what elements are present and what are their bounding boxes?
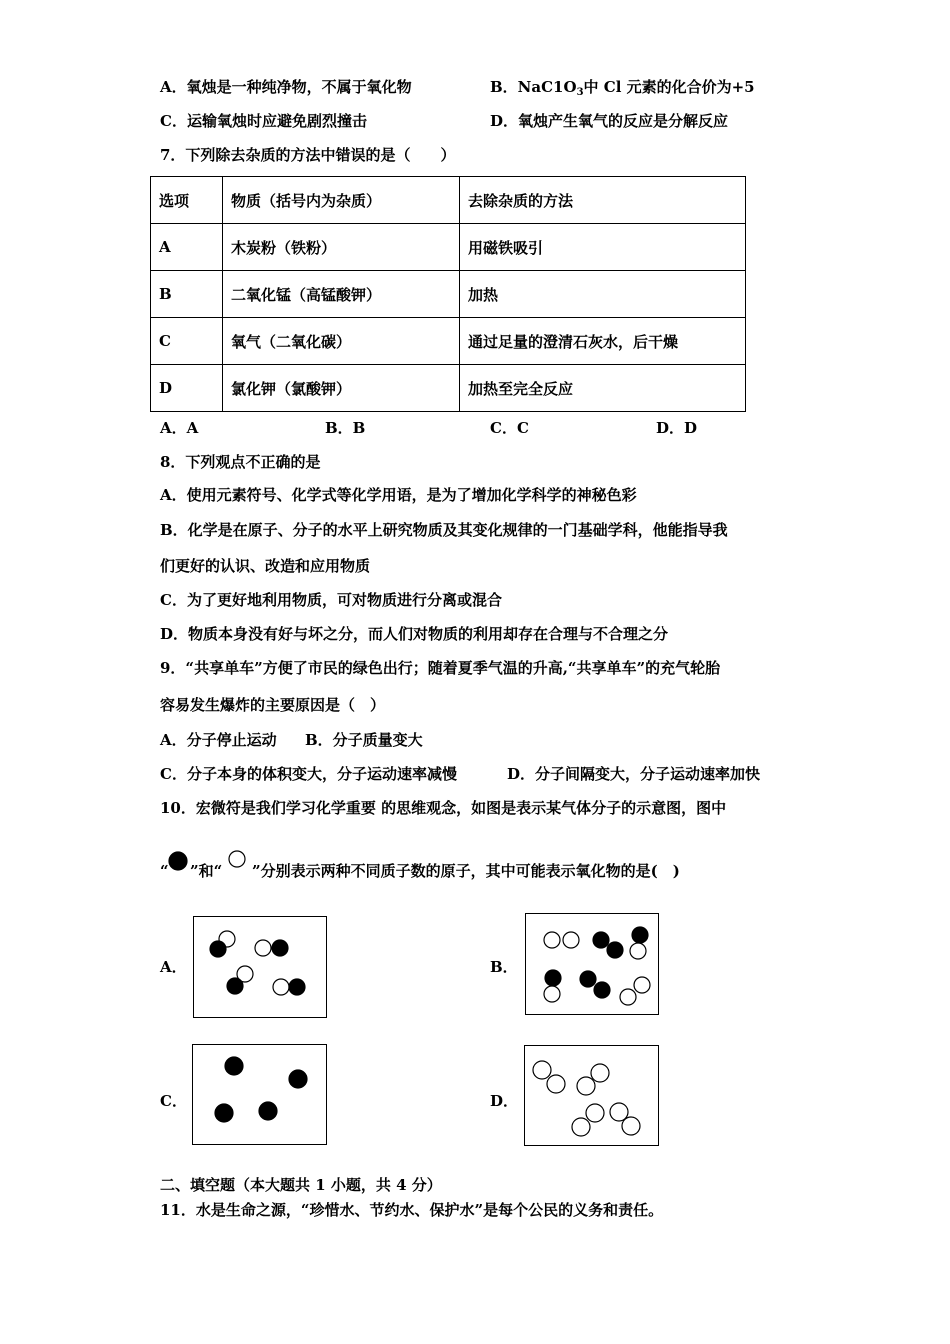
atom-dark (593, 932, 609, 948)
q10-open-quote: “ (160, 862, 169, 880)
molecule-diagram-b (526, 914, 660, 1016)
diagram-option-b (525, 913, 659, 1015)
q7-answer-c: C．C (490, 419, 529, 437)
q9-option-d: D．分子间隔变大，分子运动速率加快 (507, 765, 761, 783)
q6-option-a: A．氧烛是一种纯净物，不属于氧化物 (160, 78, 412, 96)
q7-stem: 7．下列除去杂质的方法中错误的是（ ） (160, 146, 456, 164)
diagram-option-c (192, 1044, 327, 1145)
atom-dark (607, 942, 623, 958)
atom-light (533, 1061, 551, 1079)
table-cell: 氯化钾（氯酸钾） (223, 365, 460, 412)
atom-dark (289, 1070, 307, 1088)
q7-answer-d: D．D (656, 419, 698, 437)
q10-tail-text: ”分别表示两种不同质子数的原子，其中可能表示氧化物的是( ) (252, 862, 680, 880)
atom-dark (227, 978, 243, 994)
atom-light (586, 1104, 604, 1122)
atom-dark (632, 927, 648, 943)
atom-dark (210, 941, 226, 957)
atom-dark (289, 979, 305, 995)
section-2-heading: 二、填空题（本大题共 1 小题，共 4 分） (160, 1176, 442, 1194)
q9-option-c: C．分子本身的体积变大，分子运动速率减慢 (160, 765, 457, 783)
atom-dark (215, 1104, 233, 1122)
atom-dark (580, 971, 596, 987)
atom-dark (259, 1102, 277, 1120)
q6-option-d: D．氧烛产生氧气的反应是分解反应 (490, 112, 729, 130)
atom-light (547, 1075, 565, 1093)
diagram-option-d (524, 1045, 659, 1146)
table-cell: 用磁铁吸引 (460, 224, 746, 271)
q6-option-b-subscript: 3 (576, 87, 584, 98)
q6-option-b (490, 77, 755, 97)
q8-stem: 8．下列观点不正确的是 (160, 453, 321, 471)
table-cell: 木炭粉（铁粉） (223, 224, 460, 271)
atom-light (563, 932, 579, 948)
atom-dark (594, 982, 610, 998)
q8-option-c: C．为了更好地利用物质，可对物质进行分离或混合 (160, 591, 502, 609)
table-cell: 加热 (460, 271, 746, 318)
table-row (151, 271, 746, 318)
q10-mid-text: ”和“ (190, 862, 223, 880)
q8-option-b-line2: 们更好的认识、改造和应用物质 (160, 557, 371, 575)
molecule-diagram-d (525, 1046, 660, 1147)
table-cell: 二氧化锰（高锰酸钾） (223, 271, 460, 318)
atom-light (630, 943, 646, 959)
atom-light (577, 1077, 595, 1095)
table-cell: B (151, 271, 223, 318)
table-cell: 加热至完全反应 (460, 365, 746, 412)
atom-dark (272, 940, 288, 956)
q9-stem-line2: 容易发生爆炸的主要原因是（ ） (160, 696, 386, 714)
q10-stem-line1: 10．宏微符是我们学习化学重要 的思维观念，如图是表示某气体分子的示意图，图中 (160, 799, 727, 817)
q8-option-b-line1: B．化学是在原子、分子的水平上研究物质及其变化规律的一门基础学科，他能指导我 (160, 521, 728, 539)
table-header-cell: 去除杂质的方法 (460, 177, 746, 224)
q6-option-b-post: 中 Cl 元素的化合价为+5 (583, 78, 755, 96)
table-cell: 氧气（二氧化碳） (223, 318, 460, 365)
q7-answer-b: B．B (325, 419, 366, 437)
atom-light (544, 932, 560, 948)
q7-table (150, 176, 746, 412)
table-row (151, 224, 746, 271)
atom-light (622, 1117, 640, 1135)
atom-light (620, 989, 636, 1005)
atom-light (572, 1118, 590, 1136)
q8-option-d: D．物质本身没有好与坏之分，而人们对物质的利用却存在合理与不合理之分 (160, 625, 669, 643)
atom-light (544, 986, 560, 1002)
dark-atom-icon (167, 850, 191, 874)
q10-label-a: A． (160, 958, 187, 976)
table-cell: 通过足量的澄清石灰水，后干燥 (460, 318, 746, 365)
atom-dark (545, 970, 561, 986)
atom-light (273, 979, 289, 995)
table-header-cell: 物质（括号内为杂质） (223, 177, 460, 224)
table-row (151, 318, 746, 365)
atom-light (634, 977, 650, 993)
q6-option-c: C．运输氧烛时应避免剧烈撞击 (160, 112, 367, 130)
table-cell: D (151, 365, 223, 412)
molecule-diagram-a (194, 917, 328, 1019)
q9-stem-line1: 9．“共享单车”方便了市民的绿色出行；随着夏季气温的升高,“共享单车”的充气轮胎 (160, 659, 721, 677)
q10-label-d: D． (490, 1092, 519, 1110)
table-row (151, 365, 746, 412)
q9-option-b: B．分子质量变大 (305, 731, 423, 749)
q10-label-b: B． (490, 958, 518, 976)
table-cell: C (151, 318, 223, 365)
q7-answer-a: A．A (160, 419, 199, 437)
atom-light (255, 940, 271, 956)
atom-light (591, 1064, 609, 1082)
atom-dark (225, 1057, 243, 1075)
molecule-diagram-c (193, 1045, 328, 1146)
q11-stem: 11．水是生命之源，“珍惜水、节约水、保护水”是每个公民的义务和责任。 (160, 1201, 664, 1219)
table-cell: A (151, 224, 223, 271)
table-header-cell: 选项 (151, 177, 223, 224)
q9-option-a: A．分子停止运动 (160, 731, 277, 749)
diagram-option-a (193, 916, 327, 1018)
light-atom-icon (226, 848, 250, 872)
q6-option-b-pre: B．NaC1O (490, 78, 577, 96)
q8-option-a: A．使用元素符号、化学式等化学用语，是为了增加化学科学的神秘色彩 (160, 486, 637, 504)
q10-label-c: C． (160, 1092, 187, 1110)
table-header-row (151, 177, 746, 224)
